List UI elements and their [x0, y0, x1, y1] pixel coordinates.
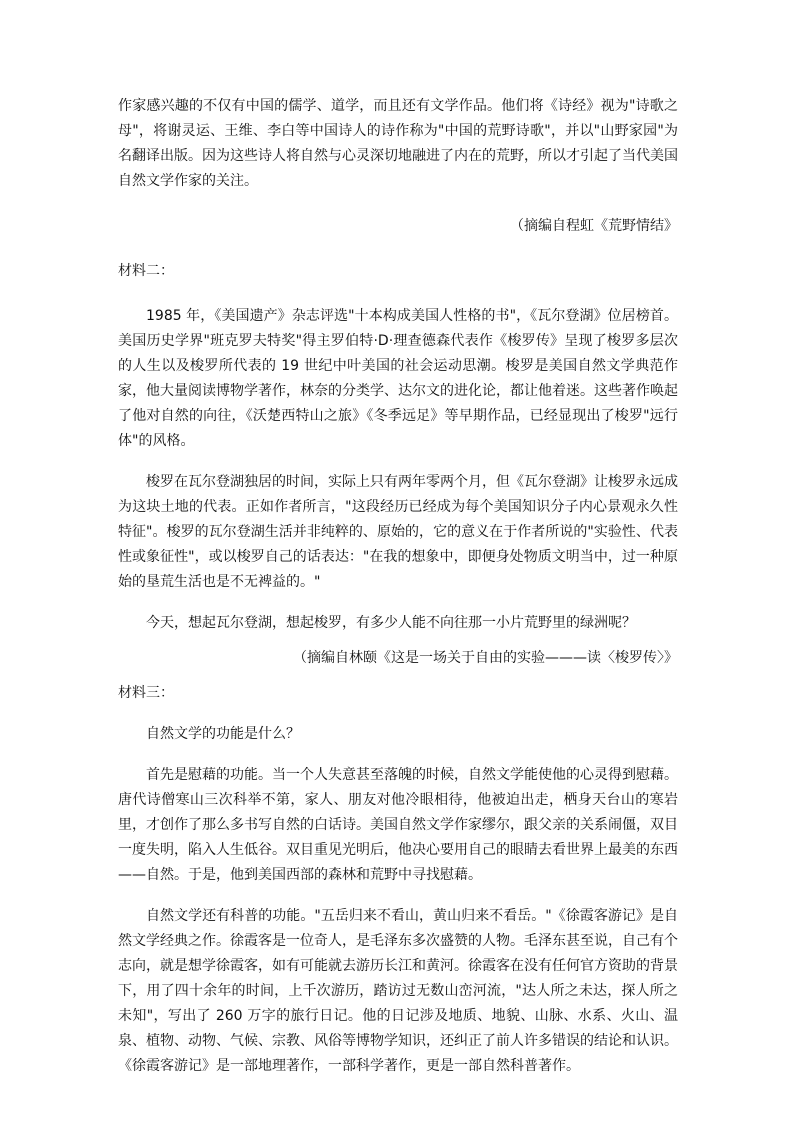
paragraph-material2-3: 今天，想起瓦尔登湖，想起梭罗，有多少人能不向往那一小片荒野里的绿洲呢？ [146, 615, 636, 631]
section-label-material2: 材料二： [118, 263, 174, 279]
paragraph-material3-2: 首先是慰藉的功能。当一个人失意甚至落魄的时候，自然文学能使他的心灵得到慰藉。唐代诗僧寒山三次科举不第，家人、朋友对他冷眼相待，他被迫出走，栖身天台山的寒岩里，才创作了那么多书写自然的白话诗。美国自然文学作家缪尔，跟父亲的关系闹僵，双目一度失明，陷入人生低谷。双目重见光明后，他决心要用自己的眼睛去看世界上最美的东西——自然。于是，他到美国西部的森林和荒野中寻找慰藉。 [118, 767, 678, 883]
section-label-material3: 材料三： [118, 685, 174, 701]
paragraph-material2-2: 梭罗在瓦尔登湖独居的时间，实际上只有两年零两个月，但《瓦尔登湖》让梭罗永远成为这块土地的代表。正如作者所言，"这段经历已经成为每个美国知识分子内心景观永久性特征"。梭罗的瓦尔登湖生活并非纯粹的、原始的，它的意义在于作者所说的"实验性、代表性或象征性"，或以梭罗自己的话表达："在我的想象中，即便身处物质文明当中，过一种原始的垦荒生活也是不无裨益的。" [118, 474, 678, 590]
paragraph-material2-1: 1985 年，《美国遗产》杂志评选"十本构成美国人性格的书"，《瓦尔登湖》位居榜首。美国历史学界"班克罗夫特奖"得主罗伯特·D·理查德森代表作《梭罗传》呈现了梭罗多层次的人生以及梭罗所代表的 19 世纪中叶美国的社会运动思潮。梭罗是美国自然文学典范作家，他大量阅读博物学著作，林奈的分类学、达尔文的进化论，都让他着迷。这些著作唤起了他对自然的向往，《沃楚西特山之旅》《冬季远足》等早期作品，已经显现出了梭罗"远行体"的风格。 [118, 308, 678, 449]
document-page [118, 94, 678, 1079]
source-citation-1: （摘编自程虹《荒野情结》 [510, 218, 678, 234]
source-citation-2: （摘编自林颐《这是一场关于自由的实验———读〈梭罗传〉》 [293, 650, 678, 666]
paragraph-material3-3: 自然文学还有科普的功能。"五岳归来不看山，黄山归来不看岳。"《徐霞客游记》是自然文学经典之作。徐霞客是一位奇人，是毛泽东多次盛赞的人物。毛泽东甚至说，自己有个志向，就是想学徐霞客，如有可能就去游历长江和黄河。徐霞客在没有任何官方资助的背景下，用了四十余年的时间，上千次游历，踏访过无数山峦河流，"达人所之未达，探人所之未知"，写出了 260 万字的旅行日记。他的日记涉及地质、地貌、山脉、水系、火山、温泉、植物、动物、气候、宗教、风俗等博物学知识，还纠正了前人许多错误的结论和认识。《徐霞客游记》是一部地理著作，一部科学著作，更是一部自然科普著作。 [118, 908, 678, 1074]
paragraph-material3-1: 自然文学的功能是什么？ [146, 726, 300, 742]
paragraph-material1-end: 作家感兴趣的不仅有中国的儒学、道学，而且还有文学作品。他们将《诗经》视为"诗歌之母"，将谢灵运、王维、李白等中国诗人的诗作称为"中国的荒野诗歌"，并以"山野家园"为名翻译出版。因为这些诗人将自然与心灵深切地融进了内在的荒野，所以才引起了当代美国自然文学作家的关注。 [118, 98, 678, 189]
